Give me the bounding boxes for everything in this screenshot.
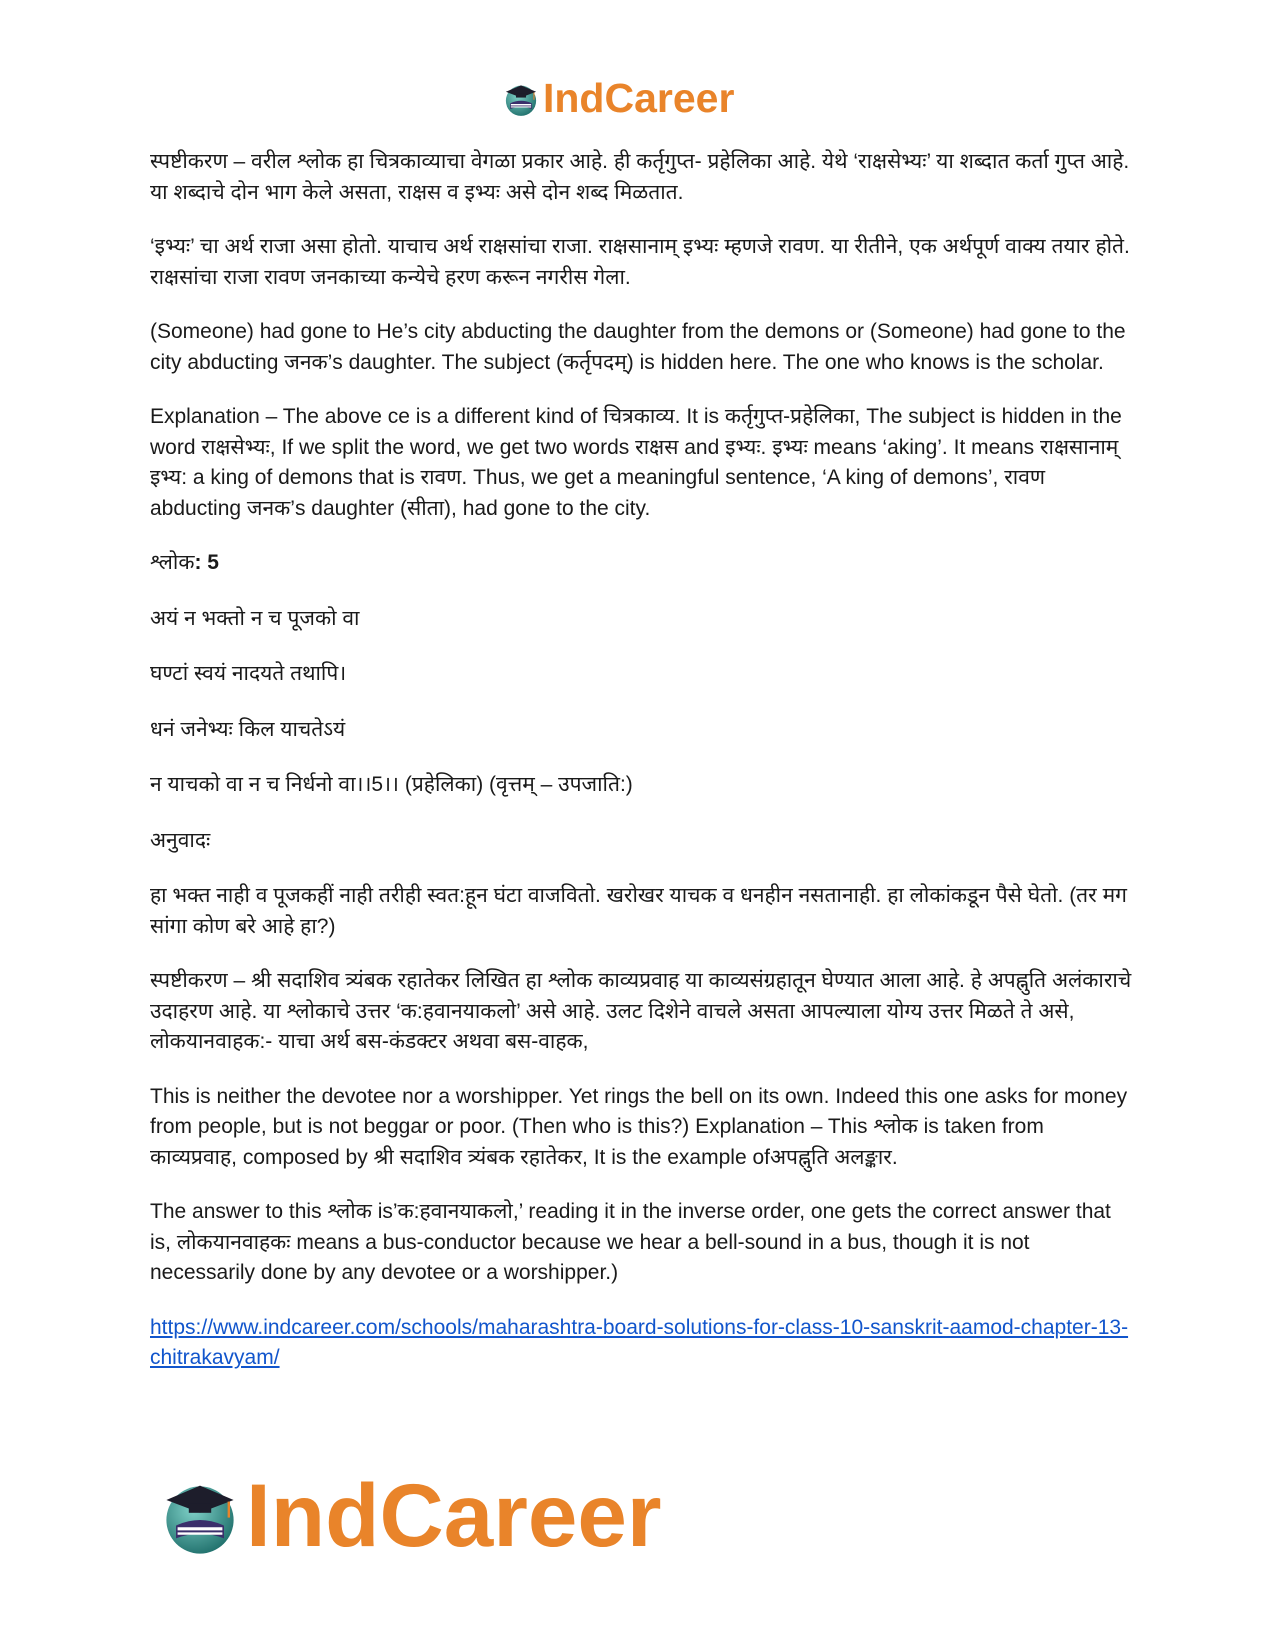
anuvad-heading: अनुवादः <box>150 828 211 852</box>
verse-line-4: न याचको वा न च निर्धनो वा।।5।। (प्रहेलिका) (वृत्तम् – उपजाति:) <box>150 773 633 796</box>
graduation-cap-globe-icon <box>503 81 539 117</box>
source-link[interactable]: https://www.indcareer.com/schools/maharashtra-board-solutions-for-class-10-sanskrit-aamod-chapter-13-chitrakavyam/ <box>150 1315 1129 1369</box>
explanation-marathi-3: स्पष्टीकरण – श्री सदाशिव त्र्यंबक रहातेकर लिखित हा श्लोक काव्यप्रवाह या काव्यसंग्रहातून घेण्यात आला आहे. हे अपह्नुति अलंकाराचे उदाहरण आहे. या श्लोकाचे उत्तर ‘क:हवानयाकलो’ असे आहे. उलट दिशेने वाचले असता आपल्याला योग्य उत्तर मिळते ते असे, लोकयानवाहक:- याचा अर्थ बस-कंडक्टर अथवा बस-वाहक, <box>150 969 1132 1053</box>
shloka-label: श्लोक <box>150 551 195 574</box>
brand-name: IndCareer <box>246 1465 662 1565</box>
source-link-paragraph <box>150 1313 1135 1374</box>
translation-marathi: हा भक्त नाही व पूजकहीं नाही तरीही स्वत:हून घंटा वाजवितो. खरोखर याचक व धनहीन नसतानाही. हा लोकांकडून पैसे घेतो. (तर मग सांगा कोण बरे आहे हा?) <box>150 884 1127 938</box>
brand-name: IndCareer <box>543 75 735 121</box>
header-logo <box>503 75 735 121</box>
shloka-heading <box>150 548 1135 579</box>
answer-english: The answer to this श्लोक is’क:हवानयाकलो,’ reading it in the inverse order, one gets the correct answer that is, लोकयानवाहकः means a bus-conductor because we hear a bell-sound in a bus, though it is not necessarily done by any devotee or a worshipper.) <box>150 1200 1111 1284</box>
graduation-cap-globe-icon <box>160 1476 240 1556</box>
document-body <box>150 147 1135 1398</box>
footer-logo <box>160 1465 662 1565</box>
verse-line-2: घण्टां स्वयं नादयते तथापि। <box>150 662 347 685</box>
explanation-english-1: Explanation – The above ce is a different kind of चित्रकाव्य. It is कर्तृगुप्त-प्रहेलिका, The subject is hidden in the word राक्षसेभ्यः, If we split the word, we get two words राक्षस and इभ्यः. इभ्यः means ‘aking’. It means राक्षसानाम् इभ्य: a king of demons that is रावण. Thus, we get a meaningful sentence, ‘A king of demons’, रावण abducting जनक’s daughter (सीता), had gone to the city. <box>150 405 1122 520</box>
shloka-number: : 5 <box>194 551 219 574</box>
verse-line-3: धनं जनेभ्यः किल याचतेऽयं <box>150 717 346 741</box>
translation-english-2: This is neither the devotee nor a worshipper. Yet rings the bell on its own. Indeed this one asks for money from people, but is not beggar or poor. (Then who is this?) Explanation – This श्लोक is taken from काव्यप्रवाह, composed by श्री सदाशिव त्र्यंबक रहातेकर, It is the example ofअपह्नुति अलङ्कार. <box>150 1084 1128 1169</box>
explanation-marathi-2: ‘इभ्यः’ चा अर्थ राजा असा होतो. याचाच अर्थ राक्षसांचा राजा. राक्षसानाम् इभ्यः म्हणजे रावण. या रीतीने, एक अर्थपूर्ण वाक्य तयार होते. राक्षसांचा राजा रावण जनकाच्या कन्येचे हरण करून नगरीस गेला. <box>150 235 1130 289</box>
explanation-marathi-1: स्पष्टीकरण – वरील श्लोक हा चित्रकाव्याचा वेगळा प्रकार आहे. ही कर्तृगुप्त- प्रहेलिका आहे. येथे ‘राक्षसेभ्यः’ या शब्दात कर्ता गुप्त आहे. या शब्दाचे दोन भाग केले असता, राक्षस व इभ्यः असे दोन शब्द मिळतात. <box>150 150 1130 204</box>
verse-line-1: अयं न भक्तो न च पूजको वा <box>150 606 360 630</box>
translation-english-1: (Someone) had gone to He’s city abducting the daughter from the demons or (Someone) had gone to the city abducting जनक’s daughter. The subject (कर्तृपदम्) is hidden here. The one who knows is the scholar. <box>150 320 1126 374</box>
